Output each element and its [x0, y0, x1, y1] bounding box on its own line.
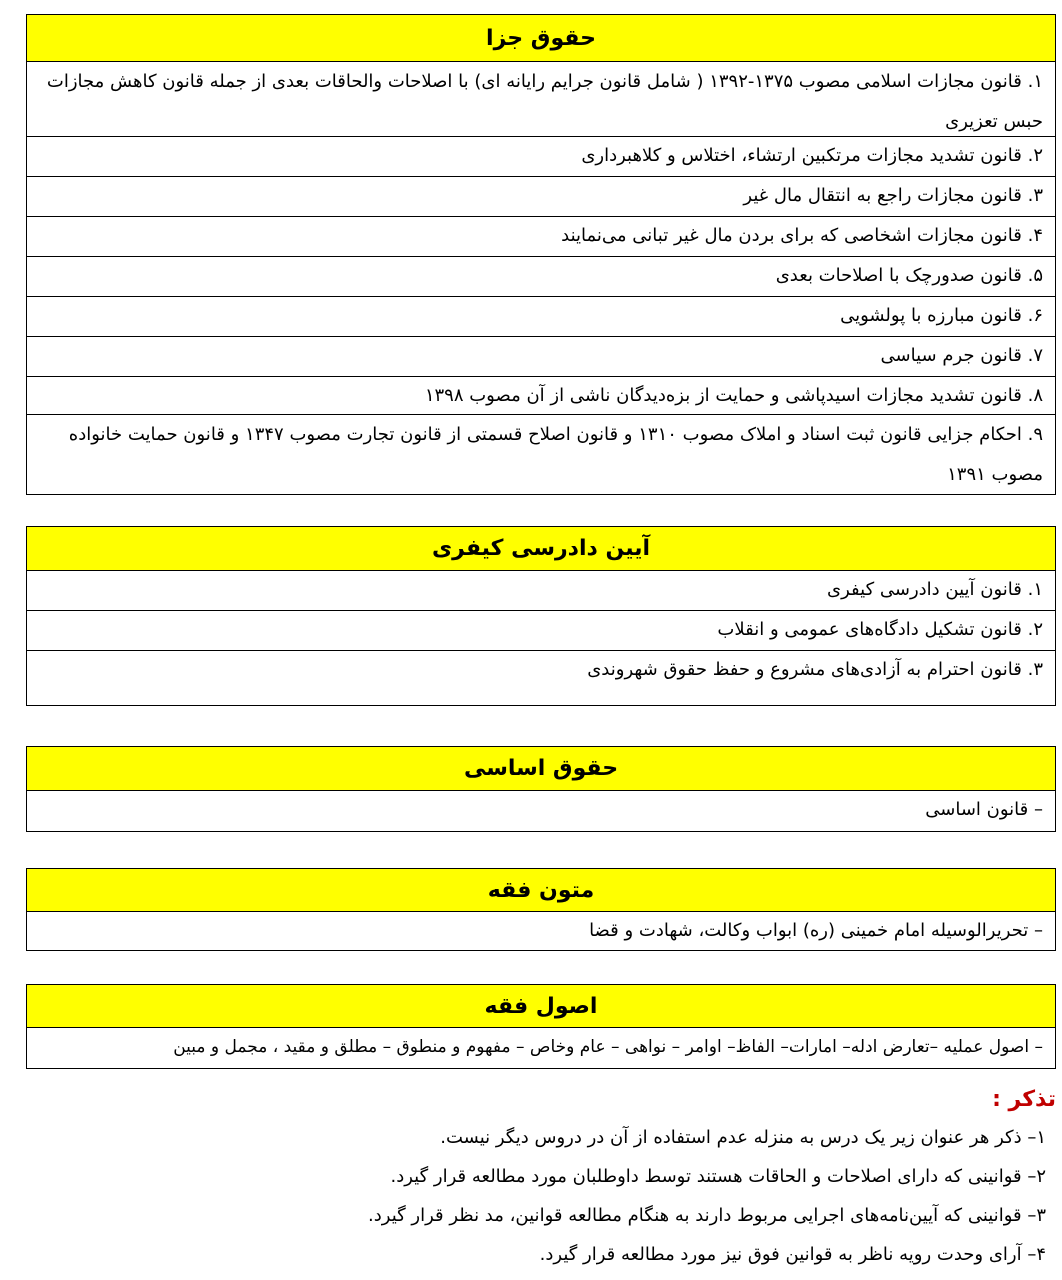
- list-item: ۷. قانون جرم سیاسی: [27, 337, 1055, 377]
- list-item: ۶. قانون مبارزه با پولشویی: [27, 297, 1055, 337]
- list-item: ۳. قانون مجازات راجع به انتقال مال غیر: [27, 177, 1055, 217]
- list-item: – قانون اساسی: [925, 799, 1043, 820]
- section-header: متون فقه: [27, 869, 1055, 912]
- section-criminal-law: [26, 14, 1056, 495]
- list-item: ۲. قانون تشکیل دادگاه‌های عمومی و انقلاب: [27, 611, 1055, 651]
- section-fiqh-principles: [26, 984, 1056, 1069]
- section-header: آیین دادرسی کیفری: [27, 527, 1055, 571]
- list-item: ۹. احکام جزایی قانون ثبت اسناد و املاک مصوب ۱۳۱۰ و قانون اصلاح قسمتی از قانون تجارت مصوب ۱۳۴۷ و قانون حمایت خانواده مصوب ۱۳۹۱: [68, 424, 1043, 485]
- note-item: ۴– آرای وحدت رویه ناظر به قوانین فوق نیز مورد مطالعه قرار گیرد.: [539, 1244, 1046, 1265]
- section-criminal-procedure: [26, 526, 1056, 706]
- list-item: ۱. قانون مجازات اسلامی مصوب ۱۳۷۵-۱۳۹۲ ( شامل قانون جرایم رایانه ای) با اصلاحات والحاقات بعدی از جمله قانون کاهش مجازات حبس تعزیری: [27, 62, 1055, 137]
- list-item: ۱. قانون آیین دادرسی کیفری: [27, 571, 1055, 611]
- note-item: ۳– قوانینی که آیین‌نامه‌های اجرایی مربوط دارند به هنگام مطالعه قوانین، مد نظر قرار گیرد.: [368, 1205, 1046, 1226]
- list-item: ۵. قانون صدورچک با اصلاحات بعدی: [27, 257, 1055, 297]
- list-item: ۲. قانون تشدید مجازات مرتکبین ارتشاء، اختلاس و کلاهبرداری: [27, 137, 1055, 177]
- note-item: ۲– قوانینی که دارای اصلاحات و الحاقات هستند توسط داوطلبان مورد مطالعه قرار گیرد.: [390, 1166, 1046, 1187]
- section-header: اصول فقه: [27, 985, 1055, 1028]
- section-header: حقوق جزا: [27, 15, 1055, 62]
- section-constitutional-law: [26, 746, 1056, 832]
- notes-block: [26, 1082, 1056, 1274]
- list-item: – اصول عملیه –تعارض ادله– امارات– الفاظ– اوامر – نواهی – عام وخاص – مفهوم و منطوق – مطلق و مقید ، مجمل و مبین: [173, 1037, 1043, 1057]
- list-item: ۸. قانون تشدید مجازات اسیدپاشی و حمایت از بزه‌دیدگان ناشی از آن مصوب ۱۳۹۸: [27, 377, 1055, 415]
- list-item: ۴. قانون مجازات اشخاصی که برای بردن مال غیر تبانی می‌نمایند: [27, 217, 1055, 257]
- section-fiqh-texts: [26, 868, 1056, 951]
- list-item: ۳. قانون احترام به آزادی‌های مشروع و حفظ حقوق شهروندی: [587, 659, 1043, 680]
- section-header: حقوق اساسی: [27, 747, 1055, 791]
- note-item: ۱– ذکر هر عنوان زیر یک درس به منزله عدم استفاده از آن در دروس دیگر نیست.: [440, 1127, 1046, 1148]
- list-item: – تحریرالوسیله امام خمینی (ره) ابواب وکالت، شهادت و قضا: [589, 920, 1043, 941]
- notes-title: تذکر :: [992, 1087, 1056, 1112]
